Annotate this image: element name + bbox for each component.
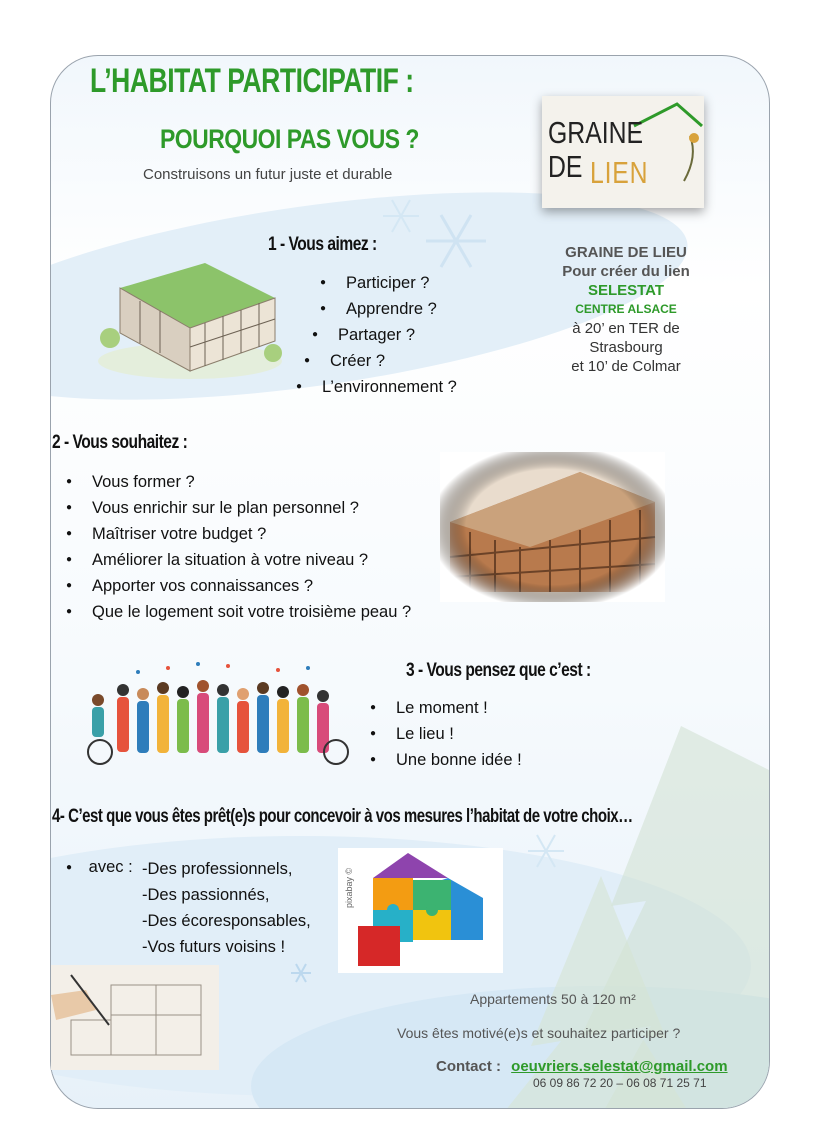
organization-city: SELESTAT — [587, 282, 665, 299]
organization-slogan: Pour créer du lien — [562, 263, 690, 280]
participation-cta: Vous êtes motivé(e)s et souhaitez participer ? — [397, 1025, 681, 1041]
organization-region: CENTRE ALSACE — [575, 302, 677, 316]
puzzle-icon — [338, 848, 503, 973]
list-item: ● Participer ? — [320, 270, 481, 296]
list-item: ● Apporter vos connaissances ? — [66, 573, 411, 599]
logo-line2: DE — [548, 149, 583, 184]
logo-line3: LIEN — [590, 155, 649, 190]
contact-email-link[interactable]: oeuvriers.selestat@gmail.com — [511, 1058, 728, 1075]
logo-line1: GRAINE — [548, 115, 644, 150]
list-item: ● Le lieu ! — [370, 721, 522, 747]
access-line-1: à 20’ en TER de — [572, 320, 680, 337]
contact-phones: 06 09 86 72 20 – 06 08 71 25 71 — [533, 1076, 707, 1090]
list-item: -Des professionnels, — [142, 860, 293, 878]
list-item: ● Vous former ? — [66, 469, 411, 495]
pine-tree-icon — [491, 716, 770, 1109]
section3-heading: 3 - Vous pensez que c’est : — [406, 660, 591, 681]
graine-de-lien-logo — [542, 96, 704, 208]
section1-heading: 1 - Vous aimez : — [268, 234, 377, 255]
contact-line — [436, 1058, 728, 1075]
green-roof-building-illustration — [95, 243, 285, 383]
list-item: ● L’environnement ? — [296, 374, 457, 400]
list-item: -Vos futurs voisins ! — [142, 938, 286, 956]
section4-with — [66, 858, 133, 877]
with-label: avec : — [88, 858, 133, 876]
section1-list — [320, 270, 481, 400]
bullet-icon: ● — [66, 862, 73, 873]
list-item: ● Partager ? — [312, 322, 473, 348]
page-subtitle: POURQUOI PAS VOUS ? — [160, 124, 419, 154]
section4-list — [142, 856, 311, 960]
list-item: ● Le moment ! — [370, 695, 522, 721]
organization-name: GRAINE DE LIEU — [565, 244, 687, 261]
list-item: ● Vous enrichir sur le plan personnel ? — [66, 495, 411, 521]
architect-drawing-illustration — [51, 965, 219, 1070]
image-credit: pixabay © — [344, 867, 354, 908]
snowflake-icon — [289, 961, 313, 985]
page-title: L’HABITAT PARTICIPATIF : — [90, 62, 414, 100]
section2-list — [66, 469, 411, 625]
puzzle-house-illustration — [338, 848, 503, 973]
access-line-3: et 10’ de Colmar — [571, 358, 681, 375]
list-item: ● Créer ? — [304, 348, 465, 374]
section4-heading: 4- C’est que vous êtes prêt(e)s pour concevoir à vos mesures l’habitat de votre choix… — [52, 806, 633, 827]
snowflake-icon — [381, 196, 421, 236]
section2-heading: 2 - Vous souhaitez : — [52, 432, 188, 453]
apartments-info: Appartements 50 à 120 m² — [470, 991, 636, 1007]
list-item: ● Que le logement soit votre troisième peau ? — [66, 599, 411, 625]
list-item: -Des passionnés, — [142, 886, 270, 904]
list-item: ● Une bonne idée ! — [370, 747, 522, 773]
snowflake-icon — [526, 831, 566, 871]
contact-label: Contact : — [436, 1058, 501, 1075]
crowd-illustration — [78, 660, 358, 770]
list-item: ● Améliorer la situation à votre niveau ? — [66, 547, 411, 573]
list-item: -Des écoresponsables, — [142, 912, 311, 930]
timber-frame-building-photo — [440, 452, 665, 602]
organization-card — [536, 243, 716, 376]
section3-list — [370, 695, 522, 773]
snowflake-icon — [421, 206, 491, 276]
list-item: ● Maîtriser votre budget ? — [66, 521, 411, 547]
tagline: Construisons un futur juste et durable — [143, 166, 393, 183]
access-line-2: Strasbourg — [589, 339, 663, 356]
list-item: ● Apprendre ? — [320, 296, 481, 322]
